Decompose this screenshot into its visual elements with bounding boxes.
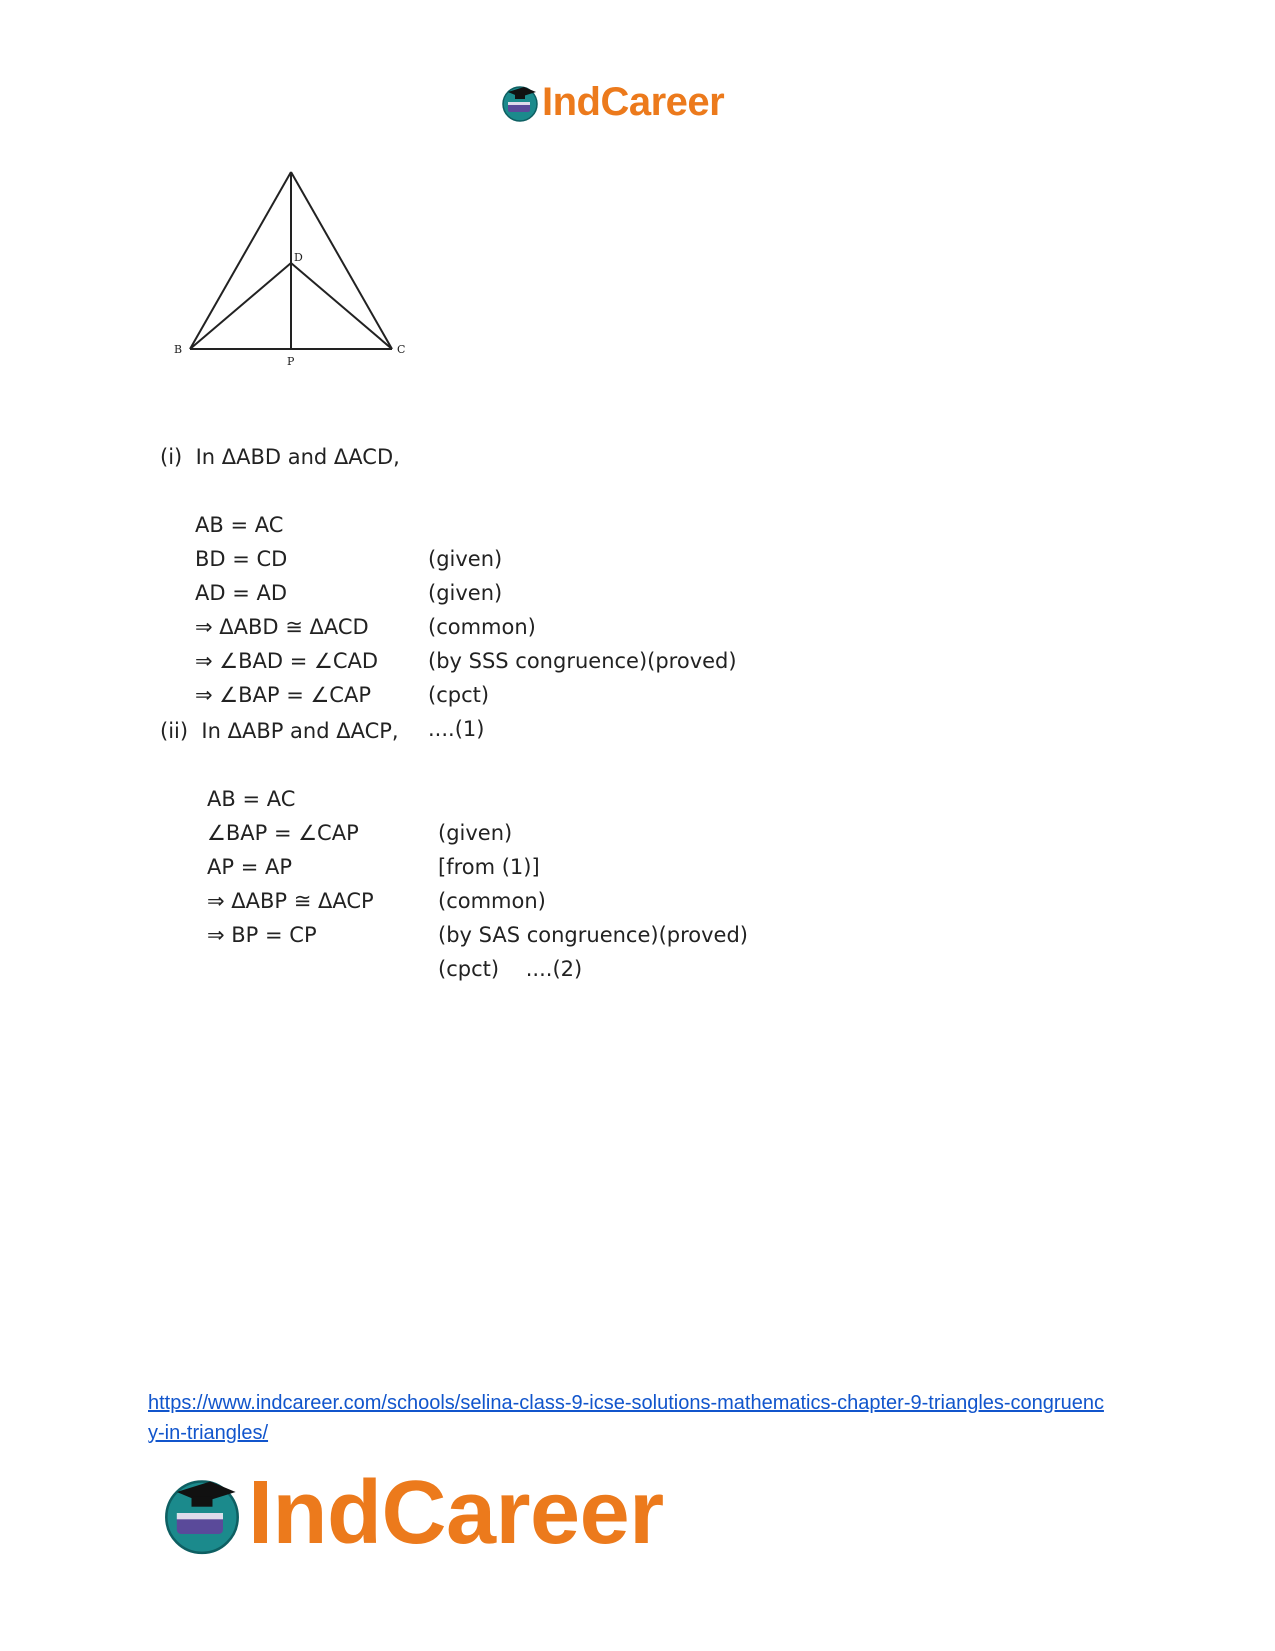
graduate-globe-icon bbox=[160, 1471, 244, 1555]
reason: (common) bbox=[438, 889, 546, 913]
header-logo bbox=[500, 80, 724, 124]
statement: ⇒ ΔABP ≅ ΔACP bbox=[207, 889, 374, 913]
reason: (by SAS congruence)(proved) bbox=[438, 923, 748, 947]
reason: (cpct) ....(2) bbox=[438, 957, 583, 981]
label-b: B bbox=[174, 343, 183, 356]
brand-name: IndCareer bbox=[542, 80, 725, 124]
statement: AD = AD bbox=[195, 581, 288, 605]
statement: ⇒ ΔABD ≅ ΔACD bbox=[195, 615, 369, 639]
reason: (given) bbox=[438, 821, 513, 845]
proof-part-ii bbox=[160, 714, 748, 981]
triangle-figure bbox=[174, 172, 420, 372]
reason: (given) bbox=[428, 547, 503, 571]
reason: (by SSS congruence)(proved) bbox=[428, 649, 737, 673]
statement: ∠BAP = ∠CAP bbox=[207, 821, 359, 845]
statement: ⇒ ∠BAD = ∠CAD bbox=[195, 649, 379, 673]
footer-logo bbox=[160, 1465, 664, 1561]
segment-bd bbox=[190, 263, 291, 349]
statement: AP = AP bbox=[207, 855, 293, 879]
label-d: D bbox=[294, 251, 303, 264]
statement: AB = AC bbox=[195, 513, 284, 537]
segment-cd bbox=[291, 263, 392, 349]
graduate-globe-icon bbox=[500, 82, 540, 122]
side-ac bbox=[291, 172, 392, 349]
source-url-link[interactable]: https://www.indcareer.com/schools/selina-class-9-icse-solutions-mathematics-chapter-9-triangles-congruency-in-triangles/ bbox=[148, 1392, 1104, 1444]
reason: (given) bbox=[428, 581, 503, 605]
side-ab bbox=[190, 172, 291, 349]
proof-i-heading: (i) In ΔABD and ΔACD, bbox=[160, 445, 400, 469]
reason: ....(1) bbox=[428, 717, 485, 741]
label-c: C bbox=[397, 343, 406, 356]
statement: AB = AC bbox=[207, 787, 296, 811]
proof-ii-heading: (ii) In ΔABP and ΔACP, bbox=[160, 719, 399, 743]
statement: ⇒ BP = CP bbox=[207, 923, 317, 947]
statement: BD = CD bbox=[195, 547, 288, 571]
reason: (cpct) bbox=[428, 683, 490, 707]
brand-name: IndCareer bbox=[248, 1463, 664, 1563]
reason: (common) bbox=[428, 615, 536, 639]
label-p: P bbox=[287, 355, 295, 368]
reason: [from (1)] bbox=[438, 855, 540, 879]
statement: ⇒ ∠BAP = ∠CAP bbox=[195, 683, 371, 707]
